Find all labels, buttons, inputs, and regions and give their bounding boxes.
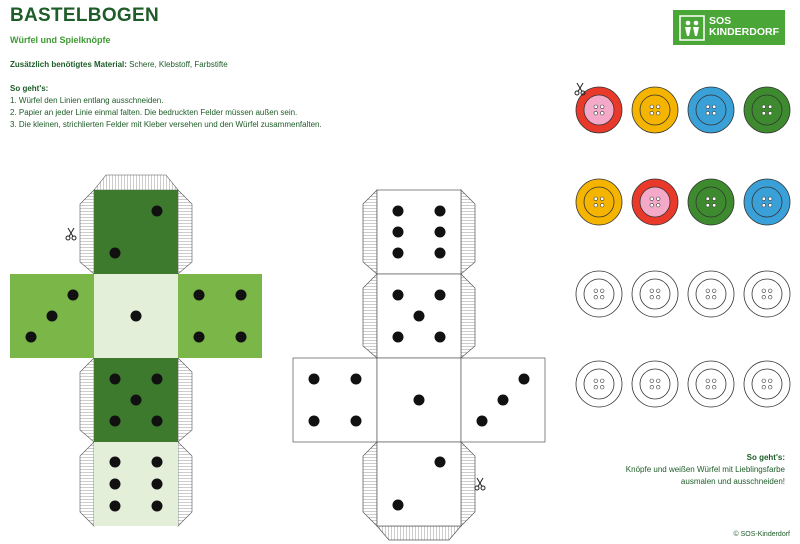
buttons-instructions-line-2: ausmalen und ausschneiden!: [680, 477, 785, 486]
die-pip: [110, 479, 121, 490]
die-pip: [435, 457, 446, 468]
die-face-6: [94, 442, 178, 526]
die-pip: [194, 332, 205, 343]
outline-button: [744, 361, 790, 407]
outline-button: [576, 271, 622, 317]
die-pip: [110, 501, 121, 512]
glue-tab: [80, 442, 94, 526]
glue-tab: [80, 190, 94, 274]
material-items: Schere, Klebstoff, Farbstifte: [129, 60, 228, 69]
instruction-step: 1. Würfel den Linien entlang ausschneiden.: [10, 96, 164, 105]
material-label: Zusätzlich benötigtes Material:: [10, 60, 127, 69]
die-pip: [393, 248, 404, 259]
die-face-4: [293, 358, 377, 442]
die-pip: [152, 374, 163, 385]
copyright: © SOS-Kinderdorf: [733, 531, 790, 538]
die-pip: [393, 206, 404, 217]
outline-button: [744, 271, 790, 317]
colored-button: [632, 179, 678, 225]
glue-tab: [80, 358, 94, 442]
glue-tab: [178, 442, 192, 526]
buttons-instructions-text: [565, 464, 785, 488]
die-pip: [131, 311, 142, 322]
instruction-step: 3. Die kleinen, strichlierten Felder mit Kleber versehen und den Würfel zusammenfalten.: [10, 120, 322, 130]
die-pip: [519, 374, 530, 385]
die-pip: [236, 332, 247, 343]
die-pip: [194, 290, 205, 301]
glue-tab: [377, 526, 461, 540]
die-pip: [477, 416, 488, 427]
die-pip: [152, 479, 163, 490]
glue-tab: [363, 190, 377, 274]
die-pip: [110, 416, 121, 427]
die-pip: [152, 416, 163, 427]
die-pip: [309, 374, 320, 385]
die-pip: [131, 395, 142, 406]
glue-tab: [363, 442, 377, 526]
logo-line-1: SOS: [709, 15, 732, 27]
buttons-instructions-line-1: Knöpfe und weißen Würfel mit Lieblingsfarbe: [625, 465, 785, 474]
die-pip: [26, 332, 37, 343]
die-pip: [236, 290, 247, 301]
outline-button: [576, 361, 622, 407]
die-pip: [68, 290, 79, 301]
colored-button: [576, 179, 622, 225]
die-pip: [498, 395, 509, 406]
white-die-net: [293, 190, 545, 540]
logo-line-2: KINDERDORF: [709, 26, 779, 38]
glue-tab: [178, 358, 192, 442]
die-pip: [309, 416, 320, 427]
page-subtitle: Würfel und Spielknöpfe: [10, 35, 111, 45]
die-face-6: [377, 190, 461, 274]
die-pip: [393, 227, 404, 238]
scissors-icon: [66, 228, 76, 240]
die-pip: [110, 248, 121, 259]
die-pip: [435, 206, 446, 217]
die-pip: [152, 501, 163, 512]
die-face-4: [178, 274, 262, 358]
die-pip: [435, 227, 446, 238]
die-pip: [393, 332, 404, 343]
die-pip: [393, 500, 404, 511]
colored-button: [688, 179, 734, 225]
outline-button: [632, 271, 678, 317]
outline-button: [688, 271, 734, 317]
die-face-2: [94, 190, 178, 274]
die-pip: [110, 457, 121, 468]
instructions-title: So geht's:: [10, 84, 49, 93]
button-grid: [575, 83, 790, 407]
buttons-instructions-title: So geht's:: [746, 453, 785, 462]
outline-button: [688, 361, 734, 407]
glue-tab: [461, 190, 475, 274]
colored-button: [744, 179, 790, 225]
die-pip: [152, 457, 163, 468]
die-pip: [351, 416, 362, 427]
instruction-step: 2. Papier an jeder Linie einmal falten. Die bedruckten Felder müssen außen sein.: [10, 108, 298, 118]
die-face-2: [377, 442, 461, 526]
glue-tab: [461, 274, 475, 358]
colored-button: [744, 87, 790, 133]
die-pip: [351, 374, 362, 385]
glue-tab: [178, 190, 192, 274]
page-title: BASTELBOGEN: [10, 5, 159, 26]
die-pip: [414, 395, 425, 406]
scissors-icon: [475, 478, 485, 490]
glue-tab: [94, 175, 178, 190]
die-pip: [414, 311, 425, 322]
glue-tab: [461, 442, 475, 526]
die-pip: [435, 290, 446, 301]
die-pip: [47, 311, 58, 322]
die-pip: [435, 332, 446, 343]
colored-button: [632, 87, 678, 133]
die-pip: [152, 206, 163, 217]
outline-button: [632, 361, 678, 407]
die-pip: [110, 374, 121, 385]
glue-tab: [363, 274, 377, 358]
colored-button: [688, 87, 734, 133]
die-pip: [393, 290, 404, 301]
green-die-net: [10, 175, 262, 526]
colored-button: [576, 87, 622, 133]
die-pip: [435, 248, 446, 259]
